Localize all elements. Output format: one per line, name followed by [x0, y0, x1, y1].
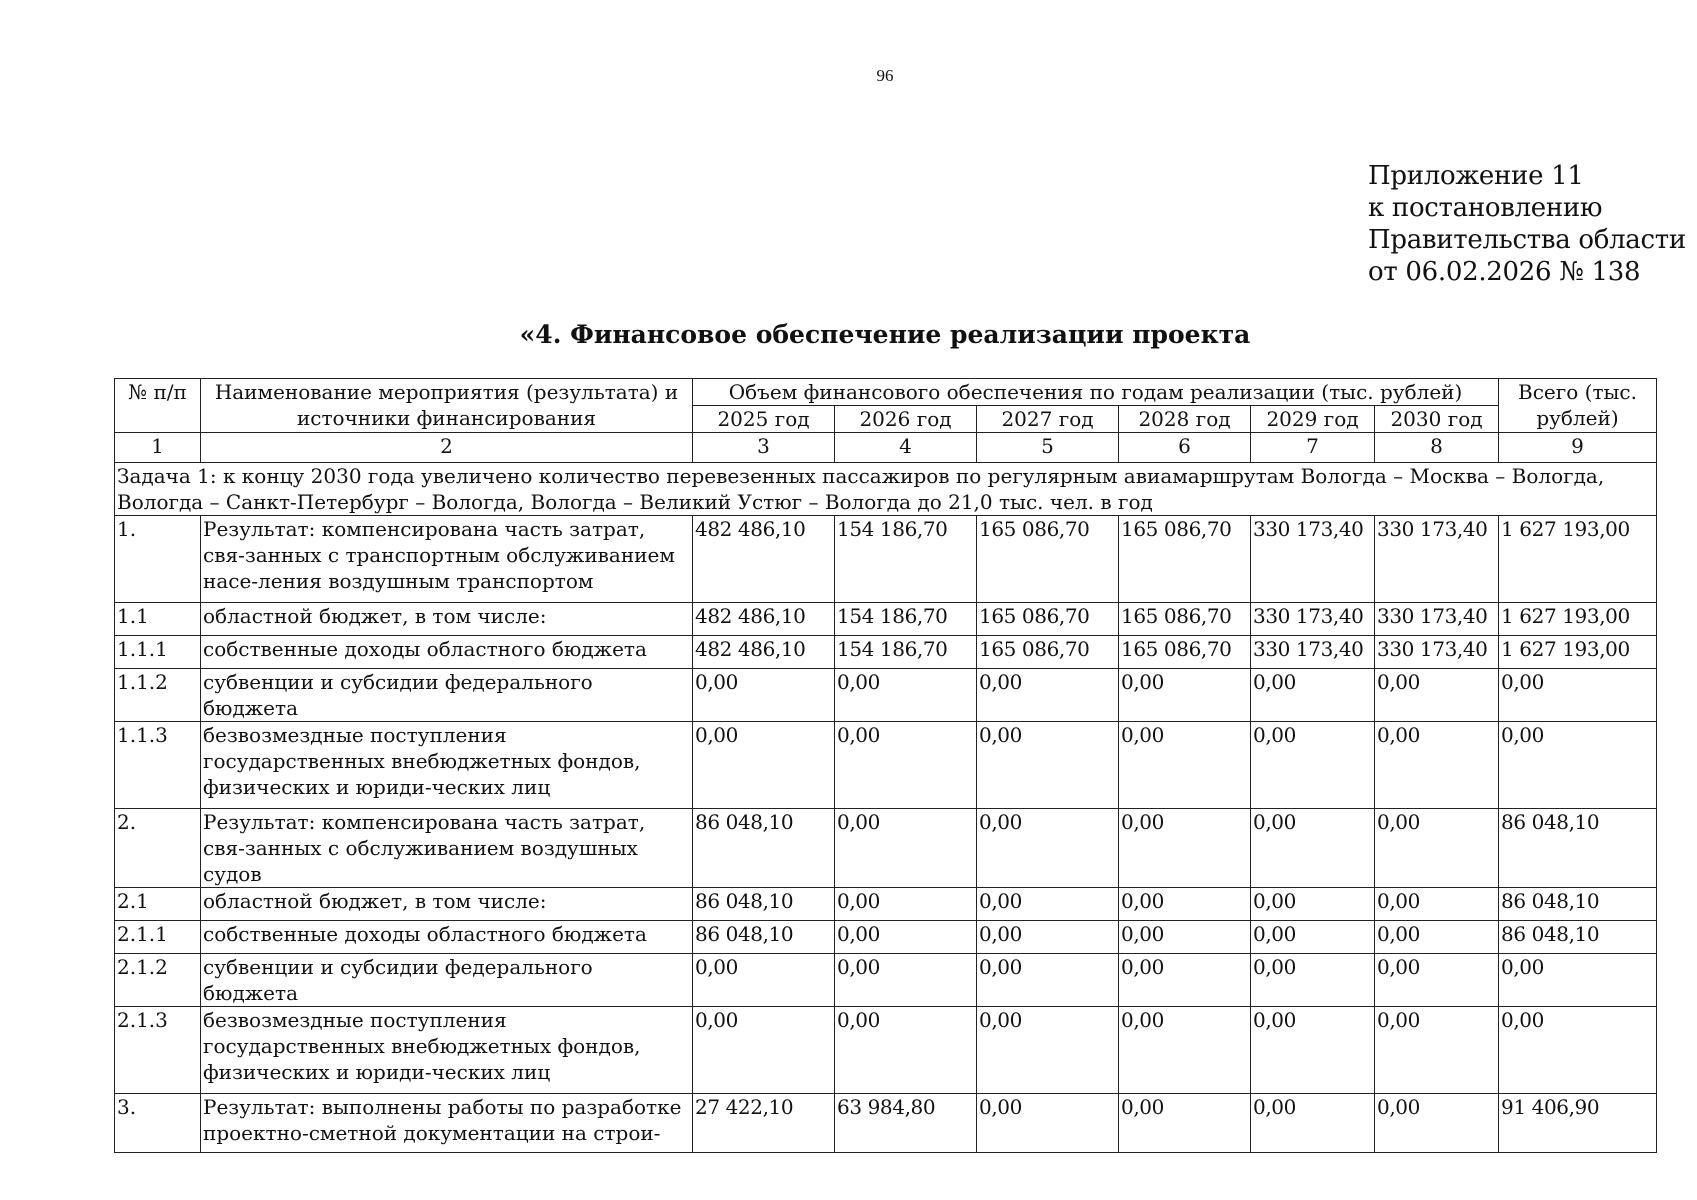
- year-value: 0,00: [835, 722, 977, 809]
- year-value: 0,00: [1375, 1094, 1499, 1153]
- year-value: 165 086,70: [977, 603, 1119, 636]
- year-value: 0,00: [1251, 921, 1375, 954]
- row-number: 2.1: [115, 888, 201, 921]
- year-value: 0,00: [693, 1007, 835, 1094]
- table-row: [115, 1007, 1657, 1094]
- year-value: 0,00: [835, 669, 977, 722]
- year-value: 0,00: [1119, 888, 1251, 921]
- year-value: 330 173,40: [1375, 603, 1499, 636]
- task-row: [115, 463, 1657, 516]
- row-total: 1 627 193,00: [1499, 603, 1657, 636]
- row-total: 1 627 193,00: [1499, 516, 1657, 603]
- header-year: 2025 год: [693, 406, 835, 433]
- year-value: 0,00: [977, 1007, 1119, 1094]
- year-value: 0,00: [1119, 722, 1251, 809]
- row-name: собственные доходы областного бюджета: [201, 636, 693, 669]
- row-number: 1.1: [115, 603, 201, 636]
- year-value: 165 086,70: [977, 636, 1119, 669]
- year-value: 63 984,80: [835, 1094, 977, 1153]
- year-value: 27 422,10: [693, 1094, 835, 1153]
- table-row: [115, 1094, 1657, 1153]
- year-value: 0,00: [1375, 669, 1499, 722]
- header-volume: Объем финансового обеспечения по годам реализации (тыс. рублей): [693, 379, 1499, 406]
- year-value: 0,00: [1251, 1094, 1375, 1153]
- table-row: [115, 636, 1657, 669]
- year-value: 0,00: [977, 809, 1119, 888]
- row-number: 3.: [115, 1094, 201, 1153]
- table-row: [115, 603, 1657, 636]
- year-value: 0,00: [1251, 722, 1375, 809]
- column-index: 5: [977, 433, 1119, 463]
- row-total: 1 627 193,00: [1499, 636, 1657, 669]
- year-value: 0,00: [977, 669, 1119, 722]
- row-name: собственные доходы областного бюджета: [201, 921, 693, 954]
- row-total: 91 406,90: [1499, 1094, 1657, 1153]
- table-row: [115, 954, 1657, 1007]
- section-title: «4. Финансовое обеспечение реализации проекта: [519, 320, 1251, 349]
- row-total: 86 048,10: [1499, 809, 1657, 888]
- year-value: 330 173,40: [1375, 516, 1499, 603]
- year-value: 0,00: [1119, 1007, 1251, 1094]
- header-name: Наименование мероприятия (результата) и источники финансирования: [201, 379, 693, 433]
- year-value: 0,00: [1375, 921, 1499, 954]
- row-total: 0,00: [1499, 669, 1657, 722]
- column-index: 3: [693, 433, 835, 463]
- header-total: Всего (тыс. рублей): [1499, 379, 1657, 433]
- row-number: 1.: [115, 516, 201, 603]
- year-value: 0,00: [977, 1094, 1119, 1153]
- year-value: 0,00: [1375, 1007, 1499, 1094]
- year-value: 0,00: [835, 888, 977, 921]
- row-total: 0,00: [1499, 954, 1657, 1007]
- appendix-line: Правительства области: [1368, 225, 1686, 255]
- column-index: 6: [1119, 433, 1251, 463]
- row-name: Результат: компенсирована часть затрат, свя-занных с обслуживанием воздушных судов: [201, 809, 693, 888]
- year-value: 0,00: [1251, 888, 1375, 921]
- year-value: 482 486,10: [693, 636, 835, 669]
- year-value: 0,00: [1119, 954, 1251, 1007]
- year-value: 0,00: [1251, 954, 1375, 1007]
- year-value: 0,00: [1119, 669, 1251, 722]
- appendix-block: [1368, 160, 1686, 288]
- year-value: 86 048,10: [693, 921, 835, 954]
- row-number: 2.1.1: [115, 921, 201, 954]
- row-total: 86 048,10: [1499, 921, 1657, 954]
- year-value: 330 173,40: [1251, 636, 1375, 669]
- year-value: 0,00: [835, 809, 977, 888]
- year-value: 482 486,10: [693, 516, 835, 603]
- year-value: 0,00: [835, 1007, 977, 1094]
- column-index-row: [115, 433, 1657, 463]
- row-total: 86 048,10: [1499, 888, 1657, 921]
- year-value: 0,00: [1375, 888, 1499, 921]
- year-value: 0,00: [977, 888, 1119, 921]
- year-value: 0,00: [835, 921, 977, 954]
- year-value: 154 186,70: [835, 636, 977, 669]
- appendix-line: к постановлению: [1368, 193, 1603, 223]
- year-value: 330 173,40: [1375, 636, 1499, 669]
- year-value: 86 048,10: [693, 888, 835, 921]
- row-total: 0,00: [1499, 722, 1657, 809]
- row-number: 1.1.3: [115, 722, 201, 809]
- header-year: 2027 год: [977, 406, 1119, 433]
- year-value: 0,00: [1375, 954, 1499, 1007]
- header-num: № п/п: [115, 379, 201, 433]
- year-value: 165 086,70: [1119, 636, 1251, 669]
- row-name: безвозмездные поступления государственных внебюджетных фондов, физических и юриди-ческих лиц: [201, 722, 693, 809]
- appendix-line: Приложение 11: [1368, 161, 1584, 191]
- table-row: [115, 516, 1657, 603]
- year-value: 0,00: [1375, 722, 1499, 809]
- table-body: [115, 433, 1657, 1153]
- row-number: 2.1.3: [115, 1007, 201, 1094]
- table-row: [115, 809, 1657, 888]
- year-value: 0,00: [1251, 1007, 1375, 1094]
- year-value: 0,00: [693, 722, 835, 809]
- row-number: 1.1.1: [115, 636, 201, 669]
- appendix-line: от 06.02.2026 № 138: [1368, 257, 1641, 287]
- year-value: 0,00: [1251, 669, 1375, 722]
- row-name: субвенции и субсидии федерального бюджета: [201, 669, 693, 722]
- row-name: областной бюджет, в том числе:: [201, 603, 693, 636]
- header-year: 2030 год: [1375, 406, 1499, 433]
- row-name: безвозмездные поступления государственных внебюджетных фондов, физических и юриди-ческих лиц: [201, 1007, 693, 1094]
- table-row: [115, 888, 1657, 921]
- table-row: [115, 921, 1657, 954]
- table-row: [115, 722, 1657, 809]
- header-year: 2029 год: [1251, 406, 1375, 433]
- year-value: 482 486,10: [693, 603, 835, 636]
- row-number: 2.1.2: [115, 954, 201, 1007]
- year-value: 0,00: [1119, 1094, 1251, 1153]
- header-year: 2028 год: [1119, 406, 1251, 433]
- year-value: 330 173,40: [1251, 516, 1375, 603]
- column-index: 7: [1251, 433, 1375, 463]
- year-value: 86 048,10: [693, 809, 835, 888]
- year-value: 330 173,40: [1251, 603, 1375, 636]
- column-index: 4: [835, 433, 977, 463]
- financing-table: [114, 378, 1657, 1153]
- column-index: 1: [115, 433, 201, 463]
- row-total: 0,00: [1499, 1007, 1657, 1094]
- year-value: 0,00: [977, 722, 1119, 809]
- header-year: 2026 год: [835, 406, 977, 433]
- year-value: 165 086,70: [977, 516, 1119, 603]
- column-index: 9: [1499, 433, 1657, 463]
- column-index: 8: [1375, 433, 1499, 463]
- year-value: 0,00: [1119, 921, 1251, 954]
- row-name: Результат: компенсирована часть затрат, свя-занных с транспортным обслуживанием насе-ления воздушным транспортом: [201, 516, 693, 603]
- year-value: 0,00: [693, 669, 835, 722]
- row-name: областной бюджет, в том числе:: [201, 888, 693, 921]
- row-name: субвенции и субсидии федерального бюджета: [201, 954, 693, 1007]
- year-value: 0,00: [693, 954, 835, 1007]
- page-number: 96: [876, 66, 894, 85]
- row-number: 1.1.2: [115, 669, 201, 722]
- year-value: 165 086,70: [1119, 603, 1251, 636]
- table-row: [115, 669, 1657, 722]
- year-value: 0,00: [977, 954, 1119, 1007]
- year-value: 154 186,70: [835, 603, 977, 636]
- column-index: 2: [201, 433, 693, 463]
- year-value: 154 186,70: [835, 516, 977, 603]
- year-value: 0,00: [1119, 809, 1251, 888]
- year-value: 0,00: [835, 954, 977, 1007]
- task-text: Задача 1: к концу 2030 года увеличено количество перевезенных пассажиров по регулярным авиамаршрутам Вологда – Москва – Вологда, Вологда – Санкт-Петербург – Вологда, Вологда – Великий Устюг – Вологда до 21,0 тыс. чел. в год: [115, 463, 1657, 516]
- row-name: Результат: выполнены работы по разработке проектно-сметной документации на строи-: [201, 1094, 693, 1153]
- row-number: 2.: [115, 809, 201, 888]
- year-value: 0,00: [1375, 809, 1499, 888]
- year-value: 0,00: [1251, 809, 1375, 888]
- year-value: 165 086,70: [1119, 516, 1251, 603]
- year-value: 0,00: [977, 921, 1119, 954]
